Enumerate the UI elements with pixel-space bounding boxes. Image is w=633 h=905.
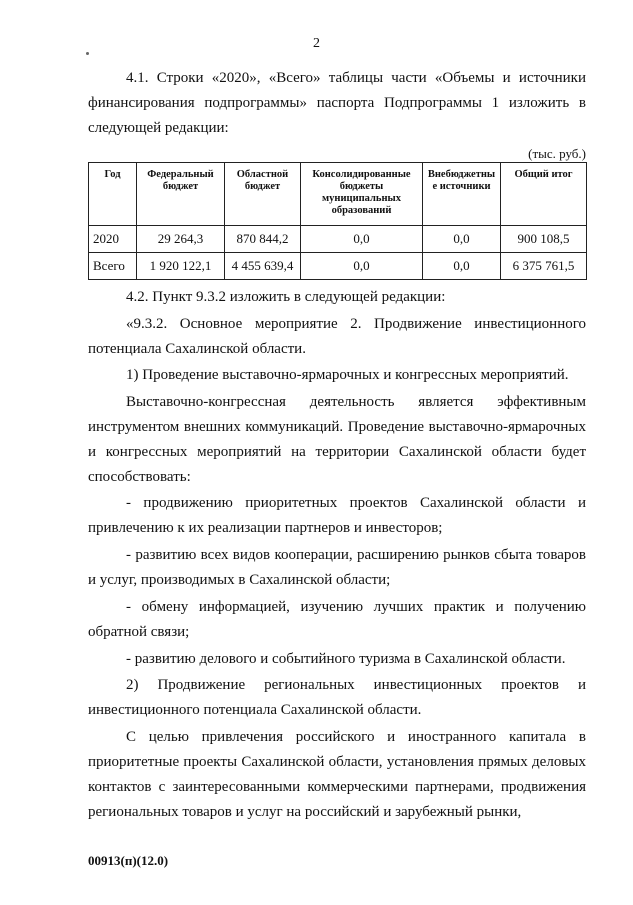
scan-speck [86, 52, 89, 55]
paragraph-capital: С целью привлечения российского и иностранного капитала в приоритетные проекты Сахалинской области, установления прямых деловых контактов с заинтересованными коммерческими партнерами, продвижения региональных товаров и услуг на российский и зарубежный рынки, [88, 729, 586, 820]
cell-year: 2020 [89, 226, 137, 253]
page-number: 2 [313, 36, 320, 51]
footer-code: 00913(п)(12.0) [88, 853, 169, 868]
header-total: Общий итог [501, 163, 587, 226]
table-units: (тыс. руб.) [528, 146, 586, 161]
cell-federal: 1 920 122,1 [137, 253, 225, 280]
cell-total: 6 375 761,5 [501, 253, 587, 280]
table-row [89, 226, 587, 253]
header-year: Год [89, 163, 137, 226]
paragraph-item-1: 1) Проведение выставочно-ярмарочных и конгрессных мероприятий. [126, 367, 569, 383]
section-heading-4-2: 4.2. Пункт 9.3.2 изложить в следующей редакции: [126, 289, 446, 305]
bullet-tourism: - развитию делового и событийного туризма в Сахалинской области. [126, 651, 566, 667]
cell-regional: 4 455 639,4 [225, 253, 301, 280]
cell-federal: 29 264,3 [137, 226, 225, 253]
cell-municipal: 0,0 [301, 253, 423, 280]
paragraph-9-3-2: «9.3.2. Основное мероприятие 2. Продвижение инвестиционного потенциала Сахалинской области. [88, 316, 586, 357]
cell-extrabudgetary: 0,0 [423, 226, 501, 253]
cell-year: Всего [89, 253, 137, 280]
cell-total: 900 108,5 [501, 226, 587, 253]
header-federal: Федеральный бюджет [137, 163, 225, 226]
cell-regional: 870 844,2 [225, 226, 301, 253]
paragraph-item-2: 2) Продвижение региональных инвестиционных проектов и инвестиционного потенциала Сахалинской области. [88, 677, 586, 718]
bullet-cooperation: - развитию всех видов кооперации, расширению рынков сбыта товаров и услуг, производимых в Сахалинской области; [88, 547, 586, 588]
bullet-information: - обмену информацией, изучению лучших практик и получению обратной связи; [88, 599, 586, 640]
paragraph-exhibition: Выставочно-конгрессная деятельность является эффективным инструментом внешних коммуникаций. Проведение выставочно-ярмарочных и конгрессных мероприятий на территории Сахалинской области будет способствовать: [88, 394, 586, 485]
header-municipal: Консолидированные бюджеты муниципальных образований [301, 163, 423, 226]
header-regional: Областной бюджет [225, 163, 301, 226]
table-header-row [89, 163, 587, 226]
table-row [89, 253, 587, 280]
bullet-projects: - продвижению приоритетных проектов Сахалинской области и привлечению к их реализации партнеров и инвесторов; [88, 495, 586, 536]
intro-paragraph: 4.1. Строки «2020», «Всего» таблицы части «Объемы и источники финансирования подпрограммы» паспорта Подпрограммы 1 изложить в следующей редакции: [88, 70, 586, 136]
header-extrabudgetary: Внебюджетны е источники [423, 163, 501, 226]
cell-extrabudgetary: 0,0 [423, 253, 501, 280]
cell-municipal: 0,0 [301, 226, 423, 253]
financing-table [88, 162, 587, 280]
